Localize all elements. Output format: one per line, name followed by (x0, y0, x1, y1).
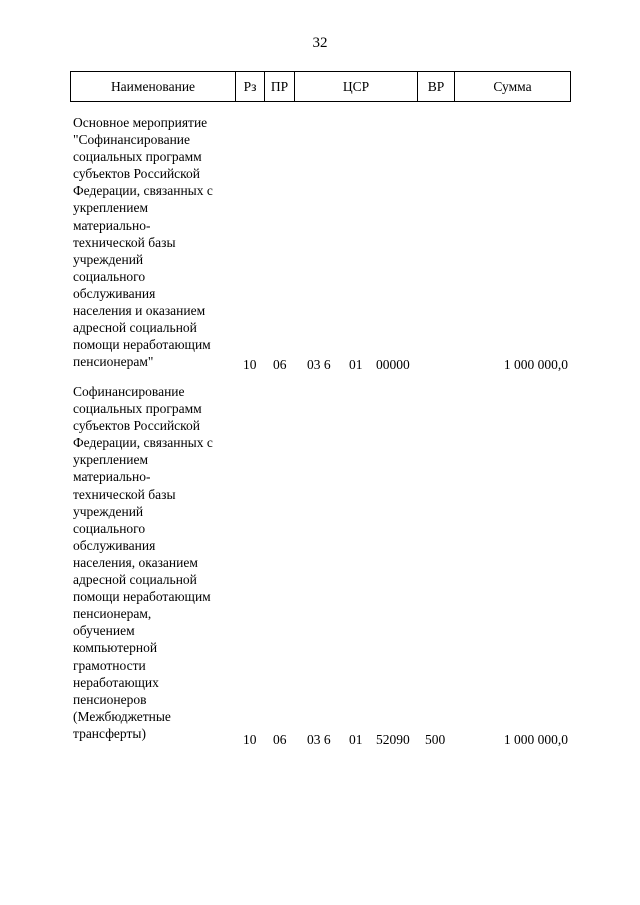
row-csr-event: 01 (349, 732, 363, 747)
row-csr-direction: 52090 (376, 732, 410, 747)
table-row (70, 114, 570, 374)
row-name: Софинансирование социальных программ субъектов Российской Федерации, связанных с укреплением материально- технической базы учреждений социального обслуживания населения, оказанием адресной социальной помощи неработающим пенсионерам, обучением компьютерной грамотности неработающих пенсионеров (Межбюджетные трансферты) (73, 384, 213, 741)
row-csr-program: 03 6 (307, 357, 331, 372)
row-csr-event: 01 (349, 357, 363, 372)
table-header (70, 71, 571, 102)
header-csr: ЦСР (295, 72, 418, 102)
table-row (70, 383, 570, 753)
row-vr: 500 (425, 732, 446, 747)
row-name: Основное мероприятие "Софинансирование социальных программ субъектов Российской Федерации, связанных с укреплением материально- технической базы учреждений социального обслуживания населения и оказанием адресной социальной помощи неработающим пенсионерам" (73, 115, 213, 370)
header-vr: ВР (418, 72, 455, 102)
header-sum: Сумма (455, 72, 571, 102)
header-rz: Рз (236, 72, 265, 102)
row-csr-program: 03 6 (307, 732, 331, 747)
row-pr: 06 (273, 732, 287, 747)
row-csr-direction: 00000 (376, 357, 410, 372)
row-rz: 10 (243, 732, 257, 747)
row-sum: 1 000 000,0 (503, 732, 568, 747)
page-number: 32 (312, 35, 328, 51)
header-name: Наименование (71, 72, 236, 102)
header-pr: ПР (265, 72, 295, 102)
row-rz: 10 (243, 357, 257, 372)
row-pr: 06 (273, 357, 287, 372)
row-sum: 1 000 000,0 (503, 357, 568, 372)
